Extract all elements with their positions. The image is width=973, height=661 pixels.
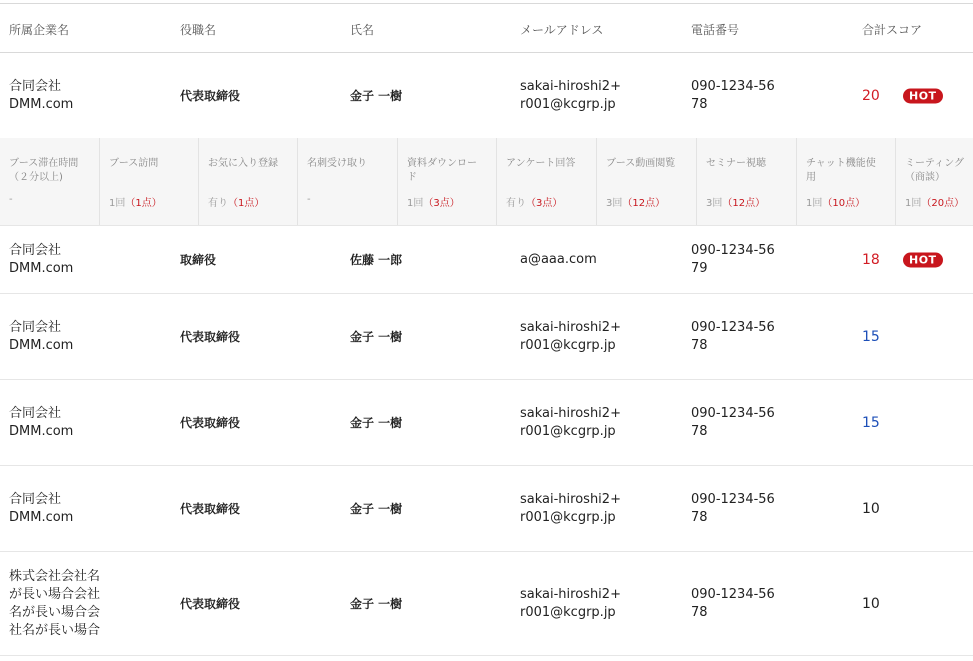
email-cell: sakai-hiroshi2+r001@kcgrp.jp: [520, 405, 621, 439]
score-cell: 20: [862, 87, 880, 104]
detail-value: 1回（1点）: [109, 198, 162, 209]
email-cell: sakai-hiroshi2+r001@kcgrp.jp: [520, 586, 621, 620]
detail-value: 有り（1点）: [208, 198, 265, 209]
table-row[interactable]: [0, 466, 973, 552]
detail-points: （1点）: [125, 198, 162, 209]
detail-item: [297, 138, 398, 225]
score-cell: 10: [862, 500, 880, 517]
role-cell: 代表取締役: [180, 329, 241, 344]
detail-points: （3点）: [423, 198, 460, 209]
detail-label: チャット機能使 用: [806, 158, 876, 183]
detail-item: [796, 138, 896, 225]
detail-points: （10点）: [822, 198, 866, 209]
detail-label: セミナー視聴: [706, 158, 766, 169]
detail-label: ブース訪問: [109, 158, 159, 169]
detail-value: 1回（3点）: [407, 198, 460, 209]
table-row[interactable]: [0, 552, 973, 656]
company-cell: 合同会社 DMM.com: [9, 319, 74, 353]
hot-badge: HOT: [903, 252, 943, 267]
email-cell: a@aaa.com: [520, 251, 597, 267]
detail-points: （12点）: [722, 198, 766, 209]
detail-item: [99, 138, 199, 225]
phone-cell: 090-1234-5678: [691, 491, 775, 525]
detail-value: 1回（20点）: [905, 198, 965, 209]
table-row[interactable]: [0, 294, 973, 380]
score-cell: 15: [862, 328, 880, 345]
company-cell: 合同会社 DMM.com: [9, 405, 74, 439]
phone-cell: 090-1234-5678: [691, 78, 775, 112]
header-company[interactable]: 所属企業名: [9, 23, 70, 37]
detail-item: [496, 138, 597, 225]
detail-value: 3回（12点）: [606, 198, 666, 209]
detail-item: [0, 138, 99, 225]
detail-label: アンケート回答: [506, 158, 576, 169]
detail-item: [696, 138, 797, 225]
score-cell: 10: [862, 595, 880, 612]
header-score[interactable]: 合計スコア: [862, 23, 923, 37]
table-header: [0, 4, 973, 53]
detail-value: 3回（12点）: [706, 198, 766, 209]
detail-value: -: [9, 194, 13, 205]
role-cell: 代表取締役: [180, 415, 241, 430]
name-cell: 佐藤 一郎: [350, 252, 403, 267]
hot-badge: HOT: [903, 88, 943, 103]
detail-label: 名刺受け取り: [307, 158, 367, 169]
header-email[interactable]: メールアドレス: [520, 23, 604, 37]
score-cell: 18: [862, 251, 880, 268]
detail-points: （12点）: [622, 198, 666, 209]
phone-cell: 090-1234-5679: [691, 242, 775, 276]
detail-value: -: [307, 194, 311, 205]
detail-label: お気に入り登録: [208, 158, 278, 169]
detail-label: ブース滞在時間 （２分以上): [9, 158, 79, 183]
role-cell: 取締役: [180, 252, 217, 267]
header-name[interactable]: 氏名: [350, 23, 375, 37]
company-cell: 合同会社 DMM.com: [9, 242, 74, 276]
role-cell: 代表取締役: [180, 501, 241, 516]
score-cell: 15: [862, 414, 880, 431]
email-cell: sakai-hiroshi2+r001@kcgrp.jp: [520, 491, 621, 525]
phone-cell: 090-1234-5678: [691, 405, 775, 439]
table-row[interactable]: [0, 53, 973, 139]
detail-points: （3点）: [526, 198, 563, 209]
detail-label: ミーティング （商談）: [905, 158, 964, 183]
header-phone[interactable]: 電話番号: [691, 23, 740, 37]
name-cell: 金子 一樹: [350, 501, 403, 516]
score-detail-panel: [0, 138, 973, 226]
header-role[interactable]: 役職名: [180, 23, 217, 37]
detail-item: [895, 138, 973, 225]
company-cell: 合同会社 DMM.com: [9, 78, 74, 112]
company-cell: 合同会社 DMM.com: [9, 491, 74, 525]
role-cell: 代表取締役: [180, 88, 241, 103]
detail-label: ブース動画閲覧: [606, 158, 676, 169]
name-cell: 金子 一樹: [350, 329, 403, 344]
name-cell: 金子 一樹: [350, 596, 403, 611]
detail-item: [198, 138, 298, 225]
phone-cell: 090-1234-5678: [691, 319, 775, 353]
phone-cell: 090-1234-5678: [691, 586, 775, 620]
email-cell: sakai-hiroshi2+r001@kcgrp.jp: [520, 78, 621, 112]
company-cell: 株式会社会社名 が長い場合会社 名が長い場合会 社名が長い場合: [9, 568, 101, 638]
detail-points: （1点）: [228, 198, 265, 209]
role-cell: 代表取締役: [180, 596, 241, 611]
detail-item: [596, 138, 697, 225]
detail-value: 1回（10点）: [806, 198, 866, 209]
detail-label: 資料ダウンロー ド: [407, 158, 477, 183]
name-cell: 金子 一樹: [350, 415, 403, 430]
detail-value: 有り（3点）: [506, 198, 563, 209]
detail-item: [397, 138, 497, 225]
email-cell: sakai-hiroshi2+r001@kcgrp.jp: [520, 319, 621, 353]
table-row[interactable]: [0, 226, 973, 294]
table-row[interactable]: [0, 380, 973, 466]
detail-points: （20点）: [921, 198, 965, 209]
name-cell: 金子 一樹: [350, 88, 403, 103]
